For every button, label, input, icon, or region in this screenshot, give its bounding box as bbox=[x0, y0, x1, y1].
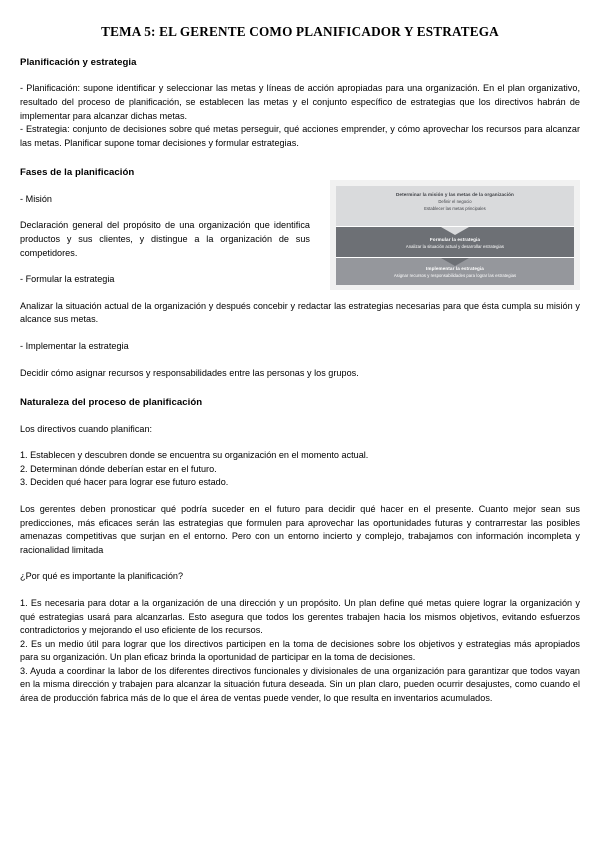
list-item: 1. Establecen y descubren donde se encuentra su organización en el momento actual. bbox=[20, 450, 369, 461]
figure-band-1-sub-1: Definir el negocio bbox=[438, 198, 472, 204]
figure-band-2-sub-1: Analizar la situación actual y desarrollar estrategias bbox=[405, 243, 505, 249]
figure-band-implement bbox=[336, 258, 574, 285]
paragraph-estrategia: - Estrategia: conjunto de decisiones sobre qué metas perseguir, qué acciones emprender, y cómo aprovechar los recursos para alcanzar las metas. Planificar supone tomar decisiones y formular estrategias. bbox=[20, 124, 580, 148]
figure-band-3-sub-1: Asignar recursos y responsabilidades para lograr las estrategias bbox=[393, 272, 517, 278]
paragraph-formular-la-estrategia: Analizar la situación actual de la organización y después concebir y redactar las estrategias necesarias para que ésta cumpla su misión y alcance sus metas. bbox=[20, 300, 580, 325]
mission-and-figure-block bbox=[20, 180, 580, 278]
paragraph-razon-2: 2. Es un medio útil para lograr que los directivos participen en la toma de decisiones sobre los objetivos y estrategias más apropiados para su organización. Un plan eficaz brinda la oportunidad de participar en la toma de decisiones. bbox=[20, 638, 580, 663]
paragraph-implementar-la-estrategia: Decidir cómo asignar recursos y responsabilidades entre las personas y los grupos. bbox=[20, 367, 359, 378]
paragraph-mision: Declaración general del propósito de una organización que identifica productos y sus clientes, y distingue a la organización de sus competidores. bbox=[20, 220, 310, 258]
paragraph-razon-1: 1. Es necesaria para dotar a la organización de una dirección y un propósito. Un plan define qué metas quiere lograr la organización y qué estrategias usará para alcanzarlas. Esto asegura que todos los gerentes trabajen hacia los mismos objetivos, evitando esfuerzos contradictorios y mejorando el uso eficiente de los recursos. bbox=[20, 597, 580, 636]
figure-band-1-sub-2: Establecer las metas principales bbox=[424, 205, 486, 211]
label-formular-la-estrategia: - Formular la estrategia bbox=[20, 274, 115, 285]
label-mision: - Misión bbox=[20, 193, 52, 204]
paragraph-razon-3: 3. Ayuda a coordinar la labor de los diferentes directivos funcionales y divisionales de una organización para garantizar que todos vayan en la misma dirección y trabajen para alcanzar la situación futura deseada. Sin un plan claro, pueden ocurrir desajustes, como cuando el área de producción fabrica más de lo que el área de ventas puede vender, lo que resulta en inventarios acumulados. bbox=[20, 665, 580, 704]
heading-naturaleza-del-proceso: Naturaleza del proceso de planificación bbox=[20, 397, 203, 409]
paragraph-los-directivos-intro: Los directivos cuando planifican: bbox=[20, 423, 153, 434]
figure-band-3-title: Implementar la estrategia bbox=[426, 265, 484, 271]
figure-band-1-title: Determinar la misión y las metas de la organización bbox=[396, 191, 514, 197]
paragraph-planificacion: - Planificación: supone identificar y seleccionar las metas y líneas de acción apropiadas para una organización. En el plan organizativo, resultado del proceso de planificación, se establecen las metas y el conjunto específico de estrategias que los directivos habrán de implementar para alcanzar dichas metas. bbox=[20, 83, 580, 121]
list-item: 2. Determinan dónde deberían estar en el futuro. bbox=[20, 463, 217, 474]
figure-inner bbox=[336, 186, 574, 284]
figure-band-formulate bbox=[336, 227, 574, 257]
figure-band-2-title: Formular la estrategia bbox=[429, 236, 481, 242]
chevron-down-icon bbox=[441, 258, 469, 266]
label-implementar-la-estrategia: - Implementar la estrategia bbox=[20, 340, 129, 351]
heading-fases-de-la-planificacion: Fases de la planificación bbox=[20, 167, 135, 179]
strategy-process-figure bbox=[330, 180, 580, 290]
paragraph-pronosticar-futuro: Los gerentes deben pronosticar qué podría suceder en el futuro para decidir qué hacer en el presente. Cuanto mejor sean sus predicciones, más eficaces serán las estrategias que formulen para aprovechar las oportunidades futuras y contrarrestar las posibles amenazas competitivas que surjan en el entorno. Pero con un entorno incierto y complejo, trabajamos con información incompleta y racionalidad limitada bbox=[20, 503, 580, 555]
figure-band-mission bbox=[336, 186, 574, 226]
heading-planificacion-y-estrategia: Planificación y estrategia bbox=[20, 56, 137, 68]
chevron-down-icon bbox=[441, 227, 469, 235]
page-title: TEMA 5: EL GERENTE COMO PLANIFICADOR Y ESTRATEGA bbox=[101, 24, 499, 39]
list-item: 3. Deciden qué hacer para lograr ese futuro estado. bbox=[20, 477, 229, 488]
document-body bbox=[0, 40, 600, 706]
question-por-que-importante: ¿Por qué es importante la planificación? bbox=[20, 571, 184, 582]
